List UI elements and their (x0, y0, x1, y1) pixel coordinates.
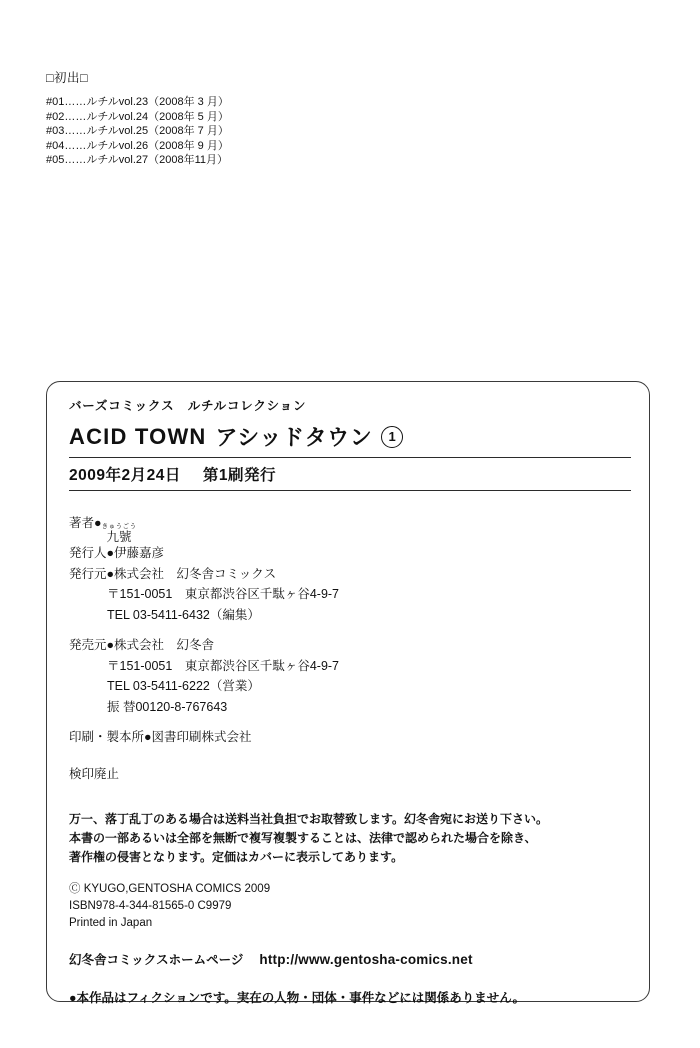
copyright-line: Ⓒ KYUGO,GENTOSHA COMICS 2009 (69, 883, 271, 895)
spacer (69, 717, 631, 727)
divider (69, 490, 631, 491)
printing-number: 第1刷発行 (202, 467, 276, 484)
legal-notice-line: 本書の一部あるいは全部を無断で複写複製することは、法律で認められた場合を除き、 (69, 831, 537, 845)
author-row (69, 513, 631, 543)
first-publication-list (46, 95, 446, 168)
homepage-label: 幻冬舎コミックスホームページ (69, 953, 244, 967)
first-publication-heading: □初出□ (46, 71, 89, 85)
author-label: 著者● (69, 516, 102, 530)
legal-notice-line: 著作権の侵害となります。定価はカバーに表示してあります。 (69, 850, 404, 864)
spacer (69, 748, 631, 764)
book-title-latin: ACID TOWN (69, 423, 207, 449)
printed-in: Printed in Japan (69, 917, 153, 929)
publisher-person: 発行人●伊藤嘉彦 (69, 546, 165, 560)
book-title (69, 421, 631, 452)
seal-abolished: 検印廃止 (69, 766, 120, 781)
colophon-panel (46, 381, 650, 1005)
distributor-furikae: 振 替00120-8-767643 (107, 699, 228, 714)
publisher-address: 〒151-0051 東京都渋谷区千駄ヶ谷4-9-7 (107, 587, 340, 601)
list-item: #02……ルチルvol.24（2008年 5 月） (46, 110, 229, 123)
author-name-ruby (102, 523, 137, 544)
list-item: #05……ルチルvol.27（2008年11月） (46, 154, 229, 166)
fiction-disclaimer: ●本作品はフィクションです。実在の人物・団体・事件などには関係ありません。 (69, 991, 526, 1005)
spacer (69, 625, 631, 635)
divider (69, 457, 631, 458)
volume-number: 1 (381, 426, 403, 448)
list-item: #01……ルチルvol.23（2008年 3 月） (46, 96, 229, 108)
distributor-tel: TEL 03-5411-6222（営業） (107, 679, 260, 693)
author-ruby-text: きゅうごう (101, 523, 137, 530)
legal-notice (69, 810, 631, 867)
printer: 印刷・製本所●図書印刷株式会社 (69, 730, 252, 744)
first-publication-section (46, 68, 446, 168)
copyright-block (69, 881, 631, 932)
distributor-company: 発売元●株式会社 幻冬舎 (69, 638, 215, 652)
distributor-address: 〒151-0051 東京都渋谷区千駄ヶ谷4-9-7 (107, 658, 340, 673)
publisher-company: 発行元●株式会社 幻冬舎コミックス (69, 566, 277, 581)
publication-date: 2009年2月24日 (69, 467, 181, 484)
homepage-row (69, 950, 631, 968)
homepage-url[interactable]: http://www.gentosha-comics.net (259, 952, 473, 967)
list-item: #03……ルチルvol.25（2008年 7 月） (46, 125, 229, 137)
legal-notice-line: 万一、落丁乱丁のある場合は送料当社負担でお取替致します。幻冬舎宛にお送り下さい。 (69, 812, 549, 826)
staff-credits (69, 513, 631, 784)
author-name: 九號 (106, 530, 132, 544)
isbn: ISBN978-4-344-81565-0 C9979 (69, 900, 232, 912)
publication-date-row (69, 463, 631, 485)
list-item: #04……ルチルvol.26（2008年 9 月） (46, 139, 229, 152)
publisher-tel: TEL 03-5411-6432（編集） (107, 607, 260, 622)
book-title-kana: アシッドタウン (215, 425, 373, 450)
series-name: バーズコミックス ルチルコレクション (69, 399, 307, 413)
